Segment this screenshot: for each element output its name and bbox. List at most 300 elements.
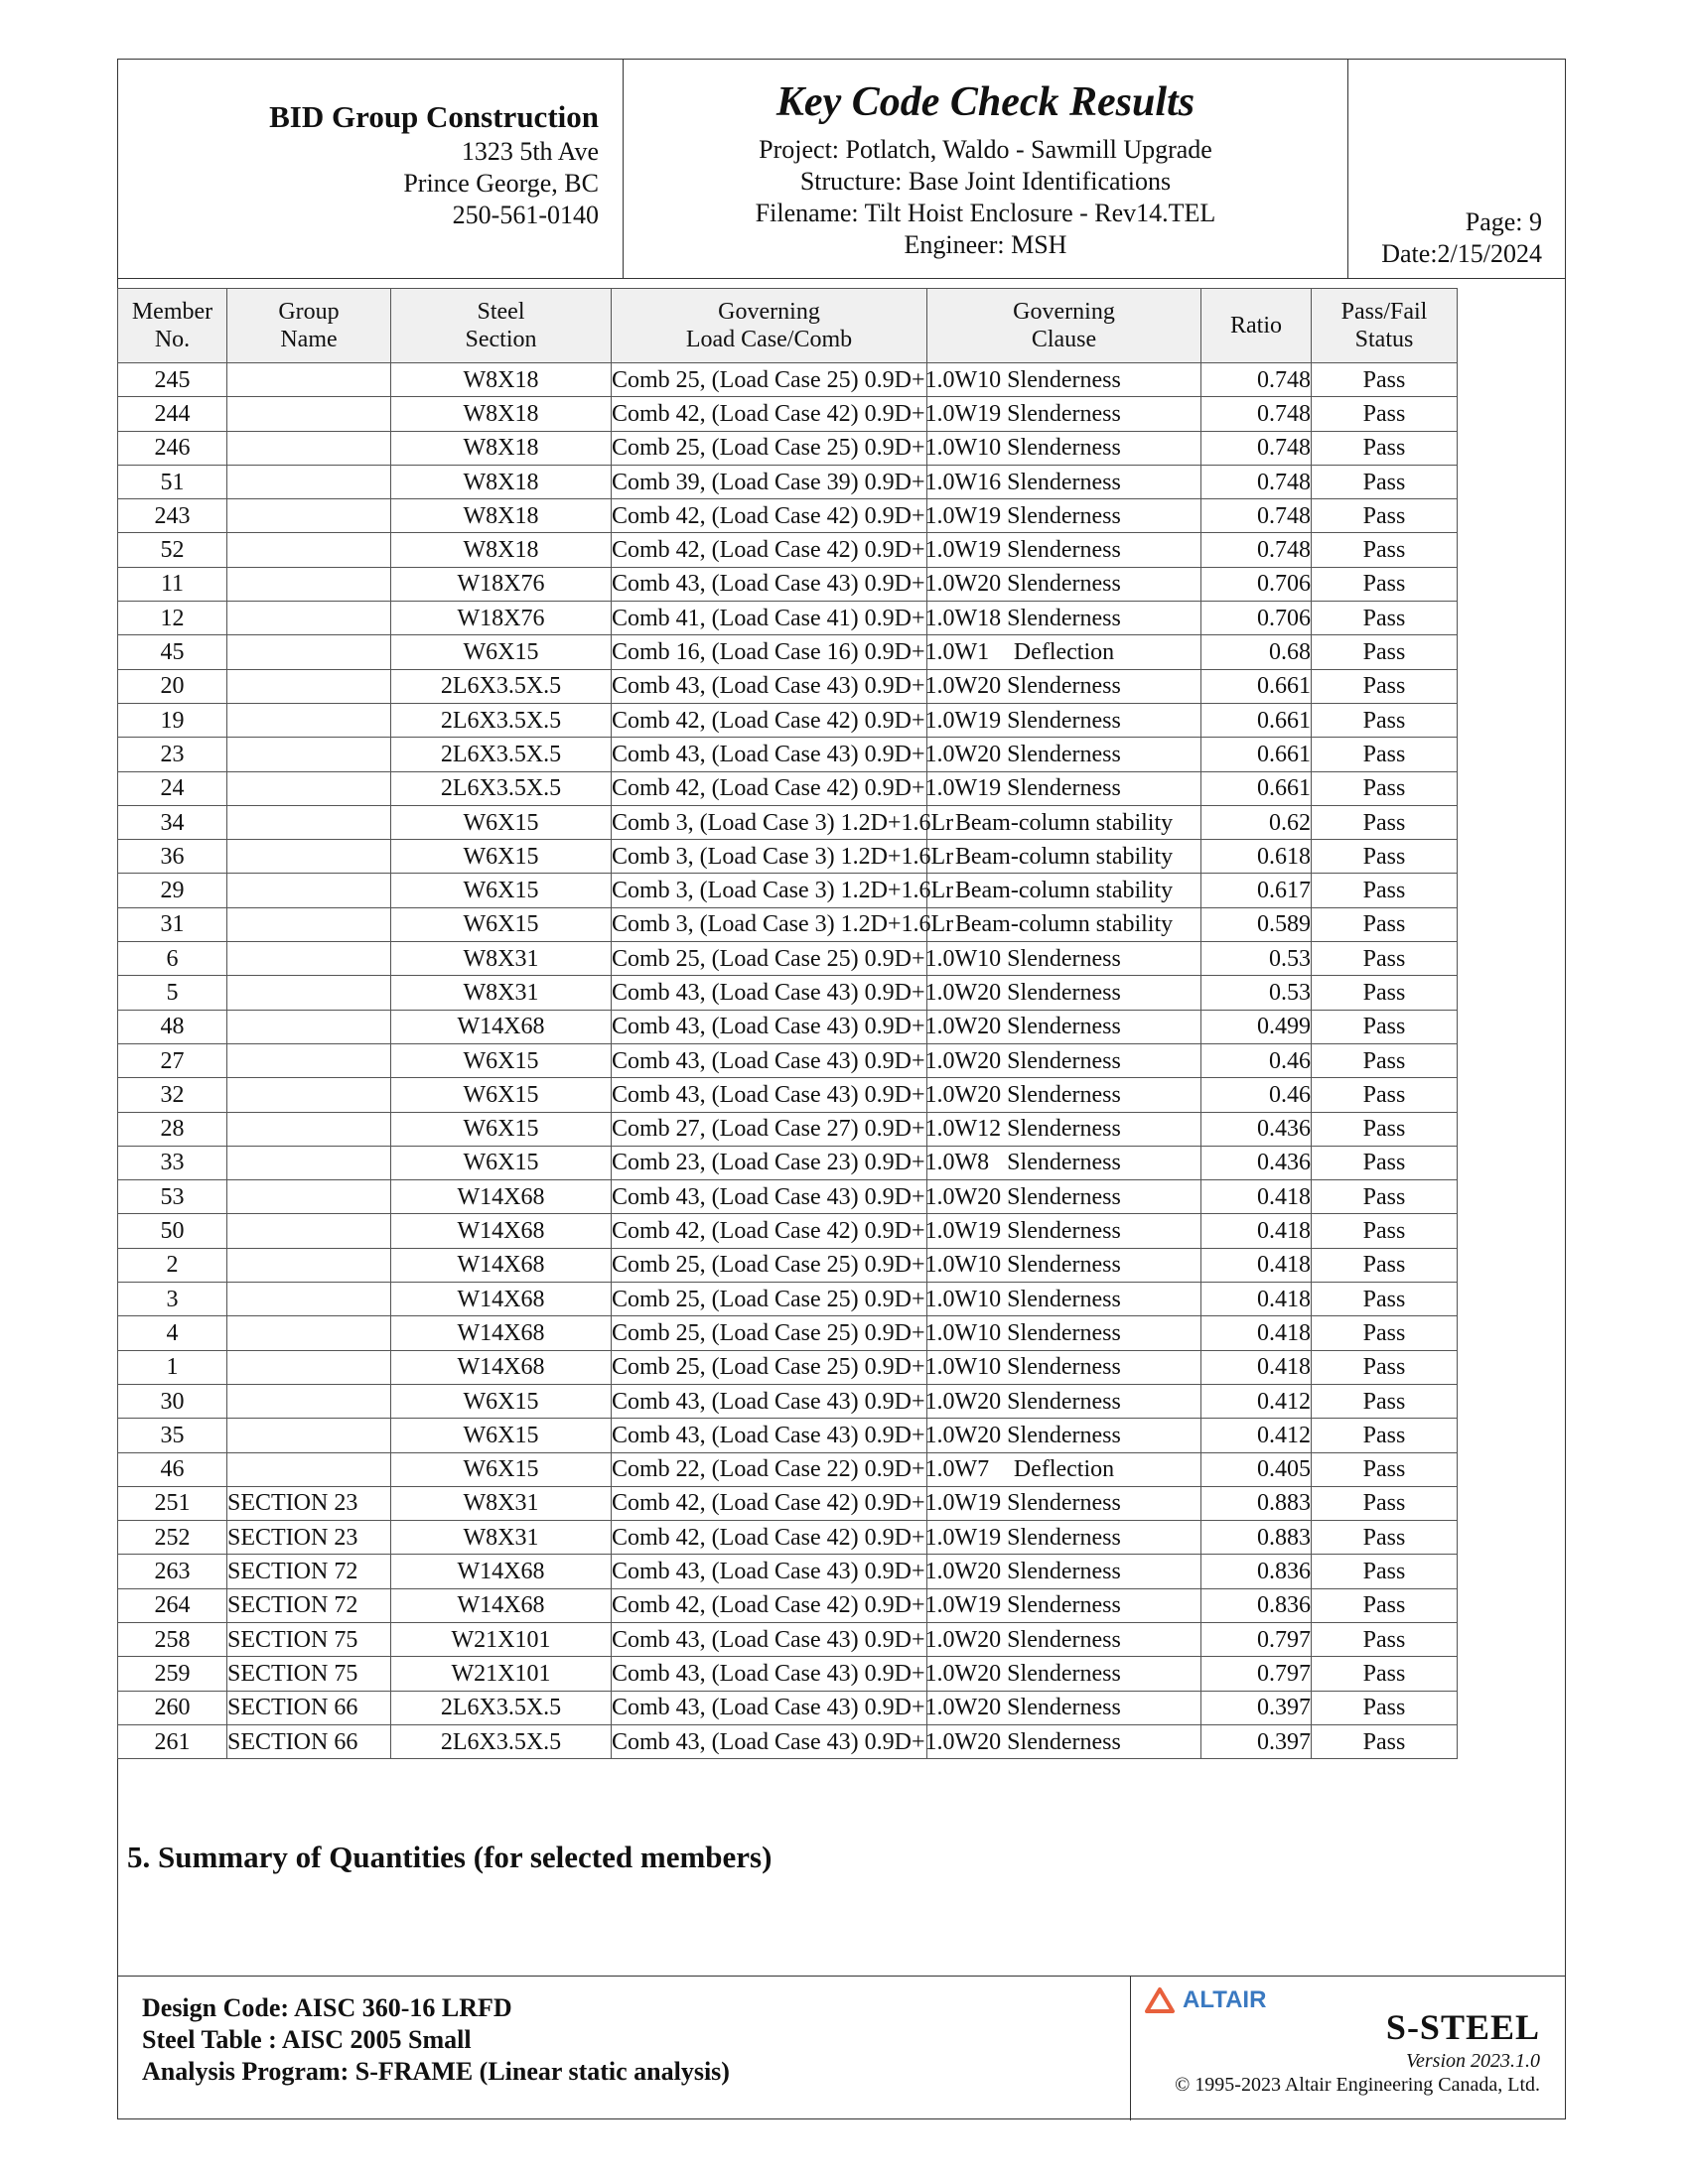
load-case-cell: Comb 43, (Load Case 43) 0.9D+1.0W20 bbox=[612, 1043, 927, 1077]
ratio-cell: 0.748 bbox=[1201, 465, 1312, 498]
report-header bbox=[117, 59, 1566, 279]
member-cell: 23 bbox=[118, 738, 227, 771]
ratio-cell: 0.748 bbox=[1201, 397, 1312, 431]
product-version: Version 2023.1.0 bbox=[1406, 2050, 1540, 2072]
load-case-cell: Comb 43, (Load Case 43) 0.9D+1.0W20 bbox=[612, 738, 927, 771]
steel-table: Steel Table : AISC 2005 Small bbox=[142, 2025, 472, 2054]
load-case-cell: Comb 3, (Load Case 3) 1.2D+1.6Lr bbox=[612, 805, 927, 839]
title-block bbox=[624, 59, 1348, 279]
member-cell: 20 bbox=[118, 669, 227, 703]
table-row bbox=[118, 1419, 1458, 1452]
load-case-cell: Comb 25, (Load Case 25) 0.9D+1.0W10 bbox=[612, 1283, 927, 1316]
section-cell: W6X15 bbox=[391, 1452, 612, 1486]
header-group: Group Name bbox=[227, 289, 391, 363]
clause-cell: Slenderness bbox=[927, 1146, 1201, 1179]
clause-cell: Slenderness bbox=[927, 1112, 1201, 1146]
status-cell: Pass bbox=[1312, 1555, 1458, 1588]
load-case-cell: Comb 43, (Load Case 43) 0.9D+1.0W20 bbox=[612, 1078, 927, 1112]
group-cell bbox=[227, 602, 391, 635]
status-cell: Pass bbox=[1312, 533, 1458, 567]
section-cell: W8X18 bbox=[391, 397, 612, 431]
ratio-cell: 0.46 bbox=[1201, 1078, 1312, 1112]
member-cell: 50 bbox=[118, 1214, 227, 1248]
member-cell: 246 bbox=[118, 431, 227, 465]
ratio-cell: 0.706 bbox=[1201, 602, 1312, 635]
group-cell bbox=[227, 1316, 391, 1350]
ratio-cell: 0.883 bbox=[1201, 1521, 1312, 1555]
status-cell: Pass bbox=[1312, 397, 1458, 431]
table-row bbox=[118, 567, 1458, 601]
report-footer bbox=[117, 1976, 1566, 2119]
group-cell: SECTION 66 bbox=[227, 1691, 391, 1724]
footer-divider bbox=[1130, 1977, 1131, 2120]
group-cell bbox=[227, 363, 391, 397]
member-cell: 264 bbox=[118, 1588, 227, 1622]
section-cell: W6X15 bbox=[391, 635, 612, 669]
member-cell: 261 bbox=[118, 1724, 227, 1758]
table-row bbox=[118, 874, 1458, 907]
group-cell: SECTION 75 bbox=[227, 1657, 391, 1691]
section-cell: W6X15 bbox=[391, 1384, 612, 1418]
clause-cell: Slenderness bbox=[927, 1384, 1201, 1418]
ratio-cell: 0.883 bbox=[1201, 1486, 1312, 1520]
section-cell: W14X68 bbox=[391, 1214, 612, 1248]
section-cell: 2L6X3.5X.5 bbox=[391, 669, 612, 703]
table-row bbox=[118, 1112, 1458, 1146]
status-cell: Pass bbox=[1312, 942, 1458, 976]
status-cell: Pass bbox=[1312, 1384, 1458, 1418]
member-cell: 31 bbox=[118, 907, 227, 941]
clause-cell: Slenderness bbox=[927, 397, 1201, 431]
status-cell: Pass bbox=[1312, 1180, 1458, 1214]
altair-triangle-icon bbox=[1145, 1987, 1175, 2013]
member-cell: 19 bbox=[118, 703, 227, 737]
load-case-cell: Comb 22, (Load Case 22) 0.9D+1.0W7 bbox=[612, 1452, 927, 1486]
status-cell: Pass bbox=[1312, 1283, 1458, 1316]
status-cell: Pass bbox=[1312, 602, 1458, 635]
table-row bbox=[118, 533, 1458, 567]
table-row bbox=[118, 703, 1458, 737]
group-cell: SECTION 75 bbox=[227, 1622, 391, 1656]
load-case-cell: Comb 43, (Load Case 43) 0.9D+1.0W20 bbox=[612, 1657, 927, 1691]
load-case-cell: Comb 42, (Load Case 42) 0.9D+1.0W19 bbox=[612, 1521, 927, 1555]
clause-cell: Slenderness bbox=[927, 1248, 1201, 1282]
member-cell: 263 bbox=[118, 1555, 227, 1588]
member-cell: 33 bbox=[118, 1146, 227, 1179]
ratio-cell: 0.62 bbox=[1201, 805, 1312, 839]
load-case-cell: Comb 25, (Load Case 25) 0.9D+1.0W10 bbox=[612, 431, 927, 465]
header-ratio: Ratio bbox=[1201, 289, 1312, 363]
clause-cell: Slenderness bbox=[927, 499, 1201, 533]
group-cell bbox=[227, 1248, 391, 1282]
load-case-cell: Comb 43, (Load Case 43) 0.9D+1.0W20 bbox=[612, 1180, 927, 1214]
clause-cell: Slenderness bbox=[927, 431, 1201, 465]
clause-cell: Slenderness bbox=[927, 1555, 1201, 1588]
load-case-cell: Comb 42, (Load Case 42) 0.9D+1.0W19 bbox=[612, 771, 927, 805]
ratio-cell: 0.436 bbox=[1201, 1146, 1312, 1179]
ratio-cell: 0.748 bbox=[1201, 533, 1312, 567]
clause-cell: Slenderness bbox=[927, 976, 1201, 1010]
clause-cell: Slenderness bbox=[927, 1486, 1201, 1520]
status-cell: Pass bbox=[1312, 1622, 1458, 1656]
ratio-cell: 0.617 bbox=[1201, 874, 1312, 907]
ratio-cell: 0.53 bbox=[1201, 942, 1312, 976]
engineer-line: Engineer: MSH bbox=[904, 230, 1067, 259]
ratio-cell: 0.797 bbox=[1201, 1657, 1312, 1691]
header-clause: Governing Clause bbox=[927, 289, 1201, 363]
ratio-cell: 0.589 bbox=[1201, 907, 1312, 941]
ratio-cell: 0.661 bbox=[1201, 669, 1312, 703]
load-case-cell: Comb 43, (Load Case 43) 0.9D+1.0W20 bbox=[612, 1724, 927, 1758]
ratio-cell: 0.706 bbox=[1201, 567, 1312, 601]
ratio-cell: 0.397 bbox=[1201, 1691, 1312, 1724]
clause-cell: Slenderness bbox=[927, 738, 1201, 771]
analysis-program: Analysis Program: S-FRAME (Linear static analysis) bbox=[142, 2057, 730, 2086]
table-row bbox=[118, 1657, 1458, 1691]
table-row bbox=[118, 465, 1458, 498]
section-cell: W6X15 bbox=[391, 805, 612, 839]
member-cell: 35 bbox=[118, 1419, 227, 1452]
table-row bbox=[118, 1214, 1458, 1248]
header-status: Pass/Fail Status bbox=[1312, 289, 1458, 363]
clause-cell: Beam-column stability bbox=[927, 874, 1201, 907]
ratio-cell: 0.836 bbox=[1201, 1555, 1312, 1588]
table-row bbox=[118, 1555, 1458, 1588]
load-case-cell: Comb 42, (Load Case 42) 0.9D+1.0W19 bbox=[612, 499, 927, 533]
load-case-cell: Comb 42, (Load Case 42) 0.9D+1.0W19 bbox=[612, 533, 927, 567]
company-name: BID Group Construction bbox=[269, 99, 599, 134]
ratio-cell: 0.436 bbox=[1201, 1112, 1312, 1146]
load-case-cell: Comb 43, (Load Case 43) 0.9D+1.0W20 bbox=[612, 669, 927, 703]
section-cell: W8X31 bbox=[391, 1486, 612, 1520]
table-row bbox=[118, 602, 1458, 635]
table-row bbox=[118, 1043, 1458, 1077]
ratio-cell: 0.418 bbox=[1201, 1180, 1312, 1214]
clause-cell: Deflection bbox=[927, 635, 1201, 669]
clause-cell: Beam-column stability bbox=[927, 907, 1201, 941]
load-case-cell: Comb 3, (Load Case 3) 1.2D+1.6Lr bbox=[612, 840, 927, 874]
section-cell: W14X68 bbox=[391, 1010, 612, 1043]
clause-cell: Slenderness bbox=[927, 363, 1201, 397]
status-cell: Pass bbox=[1312, 1010, 1458, 1043]
status-cell: Pass bbox=[1312, 669, 1458, 703]
load-case-cell: Comb 43, (Load Case 43) 0.9D+1.0W20 bbox=[612, 1555, 927, 1588]
group-cell bbox=[227, 907, 391, 941]
clause-cell: Slenderness bbox=[927, 1180, 1201, 1214]
status-cell: Pass bbox=[1312, 1214, 1458, 1248]
member-cell: 52 bbox=[118, 533, 227, 567]
member-cell: 251 bbox=[118, 1486, 227, 1520]
member-cell: 260 bbox=[118, 1691, 227, 1724]
status-cell: Pass bbox=[1312, 805, 1458, 839]
status-cell: Pass bbox=[1312, 840, 1458, 874]
clause-cell: Slenderness bbox=[927, 771, 1201, 805]
ratio-cell: 0.748 bbox=[1201, 431, 1312, 465]
group-cell bbox=[227, 465, 391, 498]
group-cell bbox=[227, 533, 391, 567]
company-address: 1323 5th Ave bbox=[461, 137, 599, 166]
group-cell bbox=[227, 567, 391, 601]
load-case-cell: Comb 43, (Load Case 43) 0.9D+1.0W20 bbox=[612, 1010, 927, 1043]
clause-cell: Slenderness bbox=[927, 942, 1201, 976]
ratio-cell: 0.46 bbox=[1201, 1043, 1312, 1077]
code-check-table bbox=[117, 288, 1458, 1759]
member-cell: 53 bbox=[118, 1180, 227, 1214]
table-row bbox=[118, 1486, 1458, 1520]
filename-line: Filename: Tilt Hoist Enclosure - Rev14.TEL bbox=[755, 199, 1216, 227]
ratio-cell: 0.418 bbox=[1201, 1214, 1312, 1248]
member-cell: 3 bbox=[118, 1283, 227, 1316]
group-cell bbox=[227, 771, 391, 805]
section-cell: W8X31 bbox=[391, 976, 612, 1010]
group-cell bbox=[227, 874, 391, 907]
ratio-cell: 0.797 bbox=[1201, 1622, 1312, 1656]
header-load: Governing Load Case/Comb bbox=[612, 289, 927, 363]
group-cell bbox=[227, 1180, 391, 1214]
load-case-cell: Comb 42, (Load Case 42) 0.9D+1.0W19 bbox=[612, 1214, 927, 1248]
structure-line: Structure: Base Joint Identifications bbox=[799, 167, 1172, 196]
ratio-cell: 0.618 bbox=[1201, 840, 1312, 874]
member-cell: 24 bbox=[118, 771, 227, 805]
table-row bbox=[118, 1010, 1458, 1043]
group-cell bbox=[227, 669, 391, 703]
section-cell: 2L6X3.5X.5 bbox=[391, 1691, 612, 1724]
clause-cell: Slenderness bbox=[927, 1622, 1201, 1656]
table-row bbox=[118, 1622, 1458, 1656]
status-cell: Pass bbox=[1312, 635, 1458, 669]
member-cell: 1 bbox=[118, 1350, 227, 1384]
section-cell: W6X15 bbox=[391, 840, 612, 874]
table-row bbox=[118, 771, 1458, 805]
member-cell: 46 bbox=[118, 1452, 227, 1486]
ratio-cell: 0.418 bbox=[1201, 1283, 1312, 1316]
member-cell: 243 bbox=[118, 499, 227, 533]
table-row bbox=[118, 363, 1458, 397]
table-row bbox=[118, 976, 1458, 1010]
status-cell: Pass bbox=[1312, 465, 1458, 498]
group-cell bbox=[227, 1283, 391, 1316]
clause-cell: Slenderness bbox=[927, 1588, 1201, 1622]
load-case-cell: Comb 3, (Load Case 3) 1.2D+1.6Lr bbox=[612, 874, 927, 907]
ratio-cell: 0.397 bbox=[1201, 1724, 1312, 1758]
group-cell bbox=[227, 1146, 391, 1179]
group-cell bbox=[227, 1112, 391, 1146]
clause-cell: Slenderness bbox=[927, 1657, 1201, 1691]
status-cell: Pass bbox=[1312, 1146, 1458, 1179]
section-cell: W21X101 bbox=[391, 1657, 612, 1691]
section-cell: W8X31 bbox=[391, 1521, 612, 1555]
status-cell: Pass bbox=[1312, 1419, 1458, 1452]
design-code: Design Code: AISC 360-16 LRFD bbox=[142, 1993, 512, 2022]
section-cell: W8X18 bbox=[391, 363, 612, 397]
status-cell: Pass bbox=[1312, 363, 1458, 397]
member-cell: 11 bbox=[118, 567, 227, 601]
status-cell: Pass bbox=[1312, 1724, 1458, 1758]
clause-cell: Slenderness bbox=[927, 1419, 1201, 1452]
status-cell: Pass bbox=[1312, 1350, 1458, 1384]
member-cell: 245 bbox=[118, 363, 227, 397]
section-cell: W6X15 bbox=[391, 1146, 612, 1179]
company-block bbox=[117, 59, 624, 279]
clause-cell: Slenderness bbox=[927, 1078, 1201, 1112]
group-cell bbox=[227, 805, 391, 839]
section-cell: W8X18 bbox=[391, 499, 612, 533]
member-cell: 48 bbox=[118, 1010, 227, 1043]
load-case-cell: Comb 42, (Load Case 42) 0.9D+1.0W19 bbox=[612, 1588, 927, 1622]
copyright: © 1995-2023 Altair Engineering Canada, Ltd. bbox=[1175, 2074, 1540, 2096]
clause-cell: Slenderness bbox=[927, 1316, 1201, 1350]
status-cell: Pass bbox=[1312, 738, 1458, 771]
table-row bbox=[118, 397, 1458, 431]
group-cell bbox=[227, 635, 391, 669]
table-row bbox=[118, 738, 1458, 771]
page-info-block bbox=[1348, 59, 1566, 279]
section-cell: 2L6X3.5X.5 bbox=[391, 771, 612, 805]
member-cell: 4 bbox=[118, 1316, 227, 1350]
load-case-cell: Comb 43, (Load Case 43) 0.9D+1.0W20 bbox=[612, 1419, 927, 1452]
company-phone: 250-561-0140 bbox=[452, 201, 599, 229]
clause-cell: Slenderness bbox=[927, 1691, 1201, 1724]
group-cell bbox=[227, 1078, 391, 1112]
status-cell: Pass bbox=[1312, 1691, 1458, 1724]
group-cell bbox=[227, 431, 391, 465]
table-row bbox=[118, 669, 1458, 703]
load-case-cell: Comb 43, (Load Case 43) 0.9D+1.0W20 bbox=[612, 567, 927, 601]
table-row bbox=[118, 431, 1458, 465]
status-cell: Pass bbox=[1312, 1078, 1458, 1112]
status-cell: Pass bbox=[1312, 1588, 1458, 1622]
member-cell: 36 bbox=[118, 840, 227, 874]
member-cell: 2 bbox=[118, 1248, 227, 1282]
table-row bbox=[118, 1146, 1458, 1179]
member-cell: 34 bbox=[118, 805, 227, 839]
load-case-cell: Comb 41, (Load Case 41) 0.9D+1.0W18 bbox=[612, 602, 927, 635]
load-case-cell: Comb 43, (Load Case 43) 0.9D+1.0W20 bbox=[612, 1384, 927, 1418]
project-line: Project: Potlatch, Waldo - Sawmill Upgrade bbox=[759, 135, 1212, 164]
member-cell: 258 bbox=[118, 1622, 227, 1656]
table-row bbox=[118, 1691, 1458, 1724]
member-cell: 51 bbox=[118, 465, 227, 498]
member-cell: 5 bbox=[118, 976, 227, 1010]
section-cell: 2L6X3.5X.5 bbox=[391, 738, 612, 771]
member-cell: 28 bbox=[118, 1112, 227, 1146]
group-cell: SECTION 66 bbox=[227, 1724, 391, 1758]
page-number: Page: 9 bbox=[1465, 207, 1542, 236]
table-row bbox=[118, 907, 1458, 941]
section-cell: W8X31 bbox=[391, 942, 612, 976]
product-name: S-STEEL bbox=[1385, 2007, 1540, 2047]
ratio-cell: 0.405 bbox=[1201, 1452, 1312, 1486]
group-cell bbox=[227, 1419, 391, 1452]
section-cell: W6X15 bbox=[391, 1043, 612, 1077]
ratio-cell: 0.418 bbox=[1201, 1316, 1312, 1350]
load-case-cell: Comb 43, (Load Case 43) 0.9D+1.0W20 bbox=[612, 1622, 927, 1656]
status-cell: Pass bbox=[1312, 907, 1458, 941]
ratio-cell: 0.418 bbox=[1201, 1248, 1312, 1282]
section-cell: W8X18 bbox=[391, 431, 612, 465]
group-cell bbox=[227, 1043, 391, 1077]
load-case-cell: Comb 43, (Load Case 43) 0.9D+1.0W20 bbox=[612, 1691, 927, 1724]
ratio-cell: 0.748 bbox=[1201, 363, 1312, 397]
group-cell bbox=[227, 1010, 391, 1043]
table-row bbox=[118, 1316, 1458, 1350]
clause-cell: Slenderness bbox=[927, 1043, 1201, 1077]
load-case-cell: Comb 25, (Load Case 25) 0.9D+1.0W10 bbox=[612, 942, 927, 976]
section-cell: W14X68 bbox=[391, 1283, 612, 1316]
group-cell: SECTION 23 bbox=[227, 1486, 391, 1520]
report-title: Key Code Check Results bbox=[775, 79, 1196, 125]
clause-cell: Slenderness bbox=[927, 1521, 1201, 1555]
table-row bbox=[118, 1452, 1458, 1486]
member-cell: 29 bbox=[118, 874, 227, 907]
table-row bbox=[118, 942, 1458, 976]
table-row bbox=[118, 1724, 1458, 1758]
load-case-cell: Comb 25, (Load Case 25) 0.9D+1.0W10 bbox=[612, 1316, 927, 1350]
group-cell bbox=[227, 1350, 391, 1384]
group-cell bbox=[227, 1384, 391, 1418]
report-date: Date:2/15/2024 bbox=[1381, 239, 1542, 268]
clause-cell: Slenderness bbox=[927, 1010, 1201, 1043]
member-cell: 259 bbox=[118, 1657, 227, 1691]
ratio-cell: 0.412 bbox=[1201, 1384, 1312, 1418]
load-case-cell: Comb 16, (Load Case 16) 0.9D+1.0W1 bbox=[612, 635, 927, 669]
ratio-cell: 0.836 bbox=[1201, 1588, 1312, 1622]
section-cell: 2L6X3.5X.5 bbox=[391, 1724, 612, 1758]
load-case-cell: Comb 27, (Load Case 27) 0.9D+1.0W12 bbox=[612, 1112, 927, 1146]
section-cell: W6X15 bbox=[391, 874, 612, 907]
ratio-cell: 0.661 bbox=[1201, 703, 1312, 737]
member-cell: 45 bbox=[118, 635, 227, 669]
clause-cell: Deflection bbox=[927, 1452, 1201, 1486]
status-cell: Pass bbox=[1312, 703, 1458, 737]
section-cell: W6X15 bbox=[391, 907, 612, 941]
design-info bbox=[142, 1992, 730, 2088]
ratio-cell: 0.661 bbox=[1201, 738, 1312, 771]
company-city: Prince George, BC bbox=[403, 169, 599, 198]
status-cell: Pass bbox=[1312, 499, 1458, 533]
section-cell: W6X15 bbox=[391, 1419, 612, 1452]
altair-logo-text: ALTAIR bbox=[1183, 1986, 1267, 2013]
header-section: Steel Section bbox=[391, 289, 612, 363]
status-cell: Pass bbox=[1312, 1248, 1458, 1282]
table-row bbox=[118, 499, 1458, 533]
status-cell: Pass bbox=[1312, 1316, 1458, 1350]
clause-cell: Slenderness bbox=[927, 669, 1201, 703]
load-case-cell: Comb 3, (Load Case 3) 1.2D+1.6Lr bbox=[612, 907, 927, 941]
table-row bbox=[118, 1588, 1458, 1622]
status-cell: Pass bbox=[1312, 771, 1458, 805]
clause-cell: Slenderness bbox=[927, 1724, 1201, 1758]
status-cell: Pass bbox=[1312, 1521, 1458, 1555]
ratio-cell: 0.499 bbox=[1201, 1010, 1312, 1043]
ratio-cell: 0.53 bbox=[1201, 976, 1312, 1010]
status-cell: Pass bbox=[1312, 1657, 1458, 1691]
ratio-cell: 0.748 bbox=[1201, 499, 1312, 533]
section-cell: W14X68 bbox=[391, 1588, 612, 1622]
section-cell: W14X68 bbox=[391, 1316, 612, 1350]
group-cell: SECTION 72 bbox=[227, 1555, 391, 1588]
group-cell bbox=[227, 976, 391, 1010]
status-cell: Pass bbox=[1312, 431, 1458, 465]
section-cell: W8X18 bbox=[391, 533, 612, 567]
group-cell: SECTION 23 bbox=[227, 1521, 391, 1555]
table-row bbox=[118, 1350, 1458, 1384]
ratio-cell: 0.661 bbox=[1201, 771, 1312, 805]
group-cell bbox=[227, 397, 391, 431]
status-cell: Pass bbox=[1312, 976, 1458, 1010]
altair-logo bbox=[1145, 1986, 1266, 2014]
table-row bbox=[118, 1521, 1458, 1555]
